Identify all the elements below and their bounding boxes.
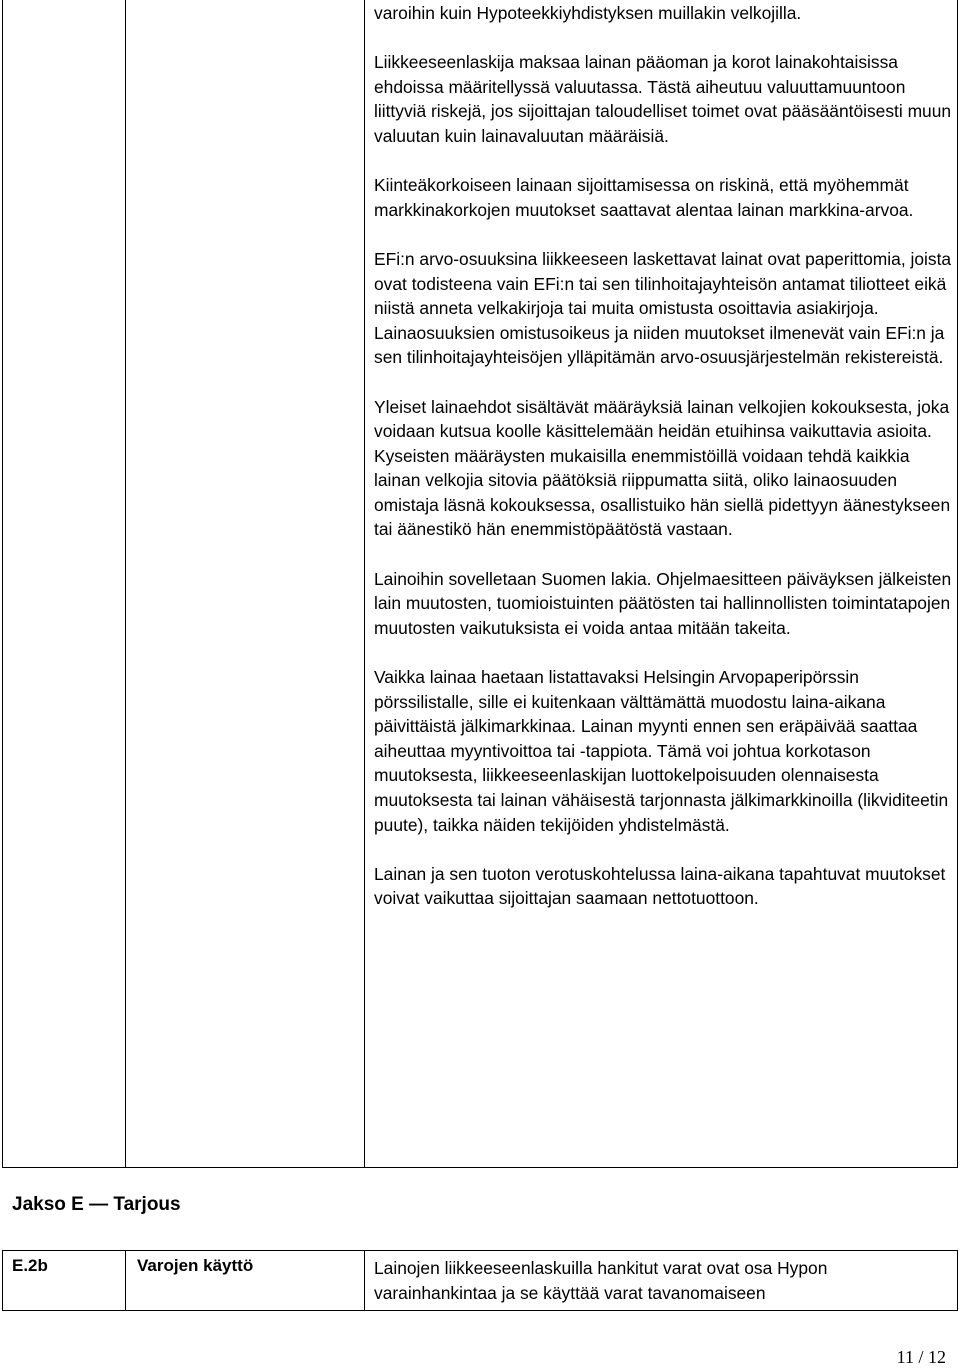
lower-table-right-border [957,1250,958,1311]
upper-table-bottom-border [2,1167,958,1168]
lower-table-col-divider-2 [364,1250,365,1311]
lower-table-left-border [2,1250,3,1311]
row-text-use-of-proceeds: Lainojen liikkeeseenlaskuilla hankitut varat ovat osa Hypon varainhankintaa ja se käyttää varat tavanomaiseen [374,1258,828,1303]
paragraph-creditors-meeting: Yleiset lainaehdot sisältävät määräyksiä lainan velkojien kokouksesta, joka voidaan kutsua koolle käsittelemään heidän etuihinsa vaikuttavia asioita. Kyseisten määräysten mukaisilla enemmistöillä voidaan tehdä kaikkia lainan velkojia sitovia päätöksiä riippumatta siitä, oliko lainaosuuden omistaja läsnä kokouksessa, osallistuiko hän siellä pidettyyn äänestykseen tai äänestikö hän enemmistöpäätöstä vastaan. [374,396,951,540]
section-title: Jakso E — Tarjous [12,1194,181,1215]
upper-table-right-border [957,0,958,1168]
lower-table-col-divider-1 [125,1250,126,1311]
row-label-use-of-proceeds: Varojen käyttö [137,1256,254,1275]
lower-table-top-border [2,1250,958,1251]
paragraph-collateral: varoihin kuin Hypoteekkiyhdistyksen muillakin velkojilla. [374,3,802,23]
paragraph-governing-law: Lainoihin sovelletaan Suomen lakia. Ohjelmaesitteen päiväyksen jälkeisten lain muutosten, tuomioistuinten päätösten tai hallinnollisten toimintatapojen muutosten vaikutuksista ei voida antaa mitään takeita. [374,568,952,638]
upper-table-col-divider-2 [364,0,365,1168]
paragraph-book-entry: EFi:n arvo-osuuksina liikkeeseen laskettavat lainat ovat paperittomia, joista ovat todisteena vain EFi:n tai sen tilinhoitajayhteisön antamat tiliotteet eikä niistä anneta velkakirjoja tai muita omistusta osoittavia asiakirjoja. Lainaosuuksien omistusoikeus ja niiden muutokset ilmenevät vain EFi:n ja sen tilinhoitajayhteisöjen ylläpitämän arvo-osuusjärjestelmän rekistereistä. [374,248,952,368]
page-number: 11 / 12 [896,1347,946,1367]
row-id-e2b: E.2b [12,1256,48,1275]
paragraph-secondary-market: Vaikka lainaa haetaan listattavaksi Helsingin Arvopaperipörssin pörssilistalle, sille ei kuitenkaan välttämättä muodostu laina-aikana päivittäistä jälkimarkkinaa. Lainan myynti ennen sen eräpäivää saattaa aiheuttaa myyntivoittoa tai -tappiota. Tämä voi johtua korkotason muutoksesta, liikkeeseenlaskijan luottokelpoisuuden olennaisesta muutoksesta tai lainan vähäisestä tarjonnasta jälkimarkkinoilla (likviditeetin puute), taikka näiden tekijöiden yhdistelmästä. [374,667,949,835]
lower-table-bottom-border [2,1310,958,1311]
upper-table-text-cell [374,1,952,911]
upper-table-col-divider-1 [125,0,126,1168]
paragraph-currency-risk: Liikkeeseenlaskija maksaa lainan pääoman ja korot lainakohtaisissa ehdoissa määritellyssä valuutassa. Tästä aiheutuu valuuttamuuntoon liittyviä riskejä, jos sijoittajan taloudelliset toimet ovat pääsääntöisesti muun valuutan kuin lainavaluutan määräisiä. [374,52,952,146]
paragraph-fixed-rate-risk: Kiinteäkorkoiseen lainaan sijoittamisessa on riskinä, että myöhemmät markkinakorkojen muutokset saattavat alentaa lainan markkina-arvoa. [374,175,914,220]
paragraph-taxation: Lainan ja sen tuoton verotuskohtelussa laina-aikana tapahtuvat muutokset voivat vaikuttaa sijoittajan saamaan nettotuottoon. [374,863,946,909]
upper-table-left-border [2,0,3,1168]
